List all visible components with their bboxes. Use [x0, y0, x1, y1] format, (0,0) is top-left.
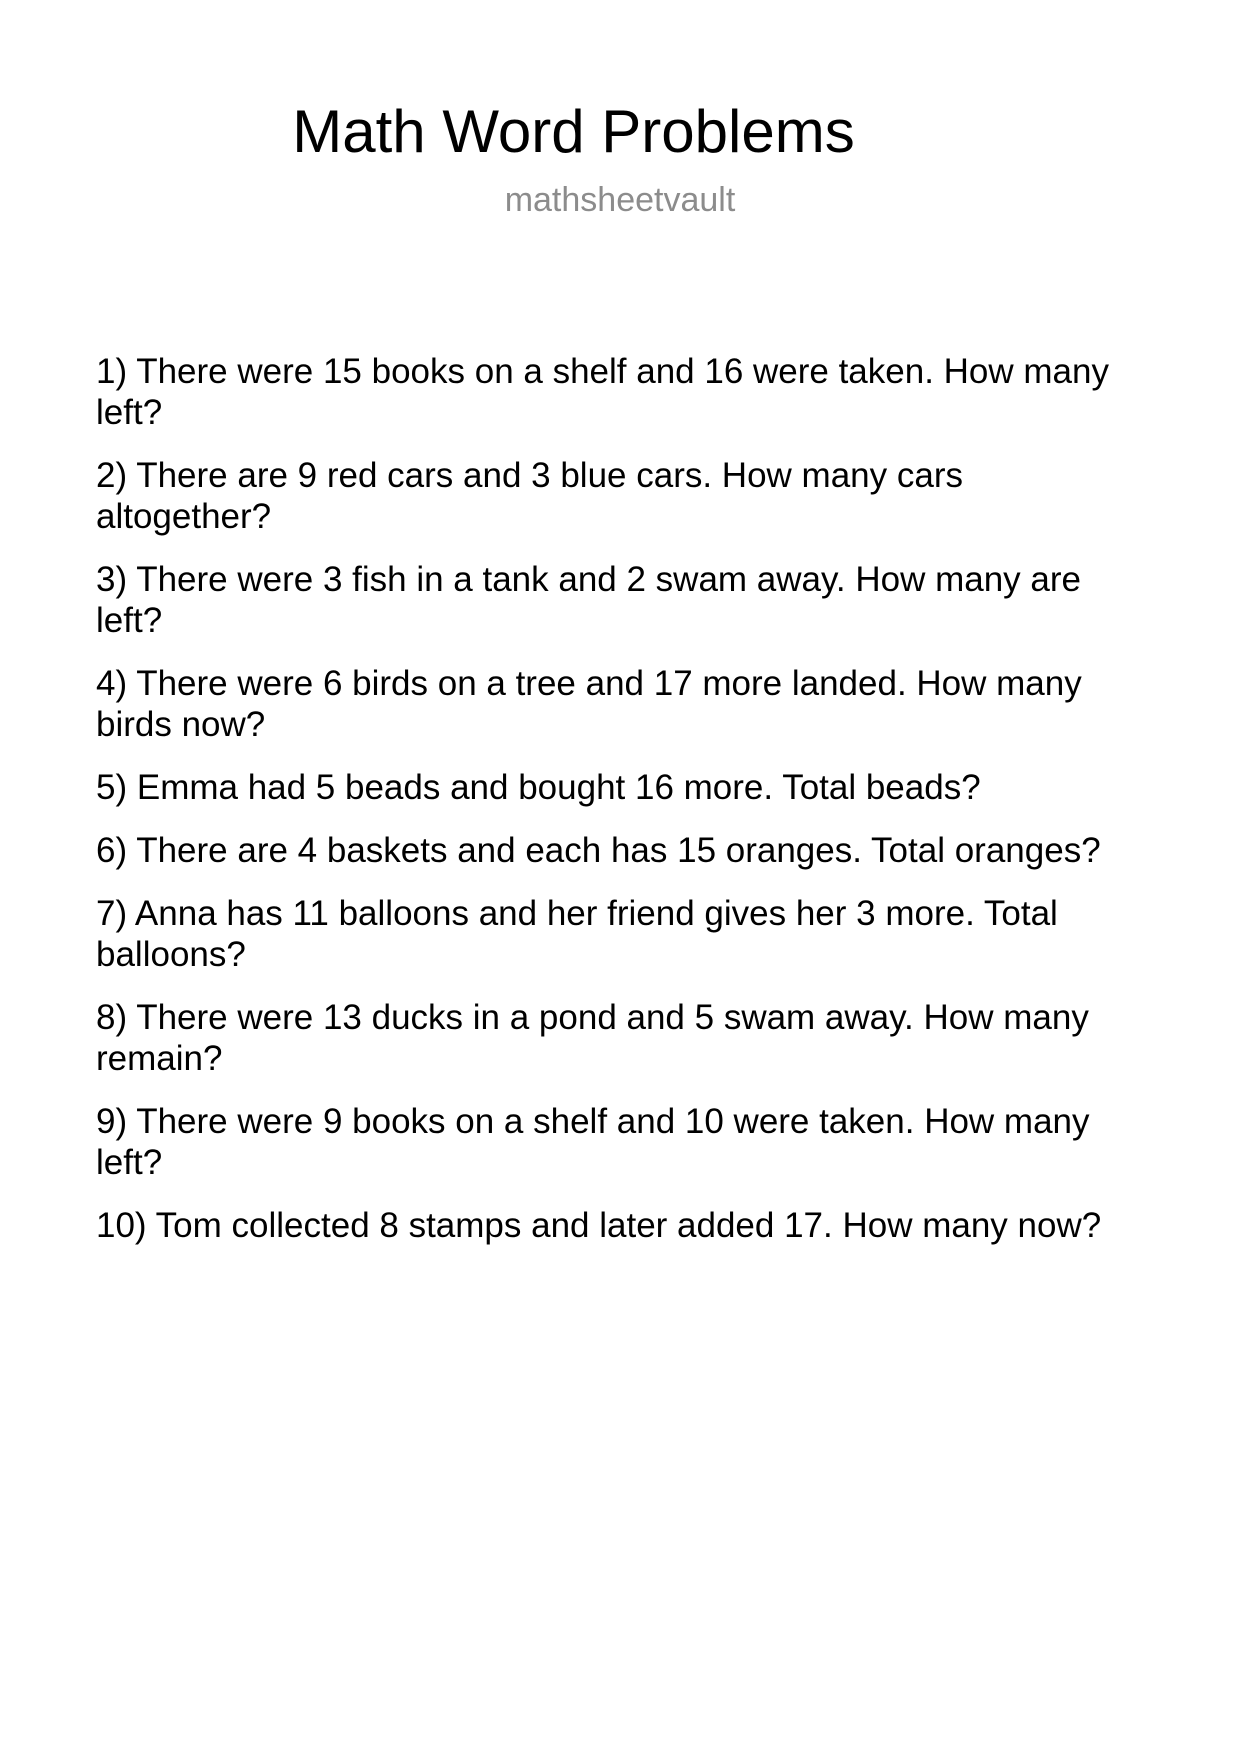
problem-item-1	[96, 351, 1156, 433]
problem-line: 5) Emma had 5 beads and bought 16 more. Total beads?	[96, 768, 981, 807]
problem-line: balloons?	[96, 935, 246, 974]
problem-line: 2) There are 9 red cars and 3 blue cars. How many cars	[96, 456, 963, 495]
problem-line: altogether?	[96, 497, 272, 536]
problem-item-4	[96, 663, 1156, 745]
problem-line: left?	[96, 601, 163, 640]
problem-line: 4) There were 6 birds on a tree and 17 more landed. How many	[96, 664, 1082, 703]
problem-item-8	[96, 997, 1156, 1079]
problem-line: 7) Anna has 11 balloons and her friend gives her 3 more. Total	[96, 894, 1058, 933]
problem-line: remain?	[96, 1039, 223, 1078]
problem-line: left?	[96, 393, 163, 432]
problem-line: 1) There were 15 books on a shelf and 16 were taken. How many	[96, 352, 1109, 391]
problem-item-10	[96, 1205, 1156, 1246]
problems-list	[96, 351, 1156, 1268]
problem-item-6	[96, 830, 1156, 871]
problem-line: left?	[96, 1143, 163, 1182]
page-title: Math Word Problems	[292, 98, 855, 165]
problem-line: 6) There are 4 baskets and each has 15 oranges. Total oranges?	[96, 831, 1101, 870]
problem-line: birds now?	[96, 705, 266, 744]
problem-line: 9) There were 9 books on a shelf and 10 were taken. How many	[96, 1102, 1090, 1141]
problem-item-3	[96, 559, 1156, 641]
problem-item-9	[96, 1101, 1156, 1183]
problem-line: 10) Tom collected 8 stamps and later added 17. How many now?	[96, 1206, 1102, 1245]
problem-item-2	[96, 455, 1156, 537]
problem-line: 3) There were 3 fish in a tank and 2 swam away. How many are	[96, 560, 1081, 599]
problem-item-7	[96, 893, 1156, 975]
problem-item-5	[96, 767, 1156, 808]
problem-line: 8) There were 13 ducks in a pond and 5 swam away. How many	[96, 998, 1089, 1037]
site-watermark-subtitle: mathsheetvault	[504, 181, 736, 219]
